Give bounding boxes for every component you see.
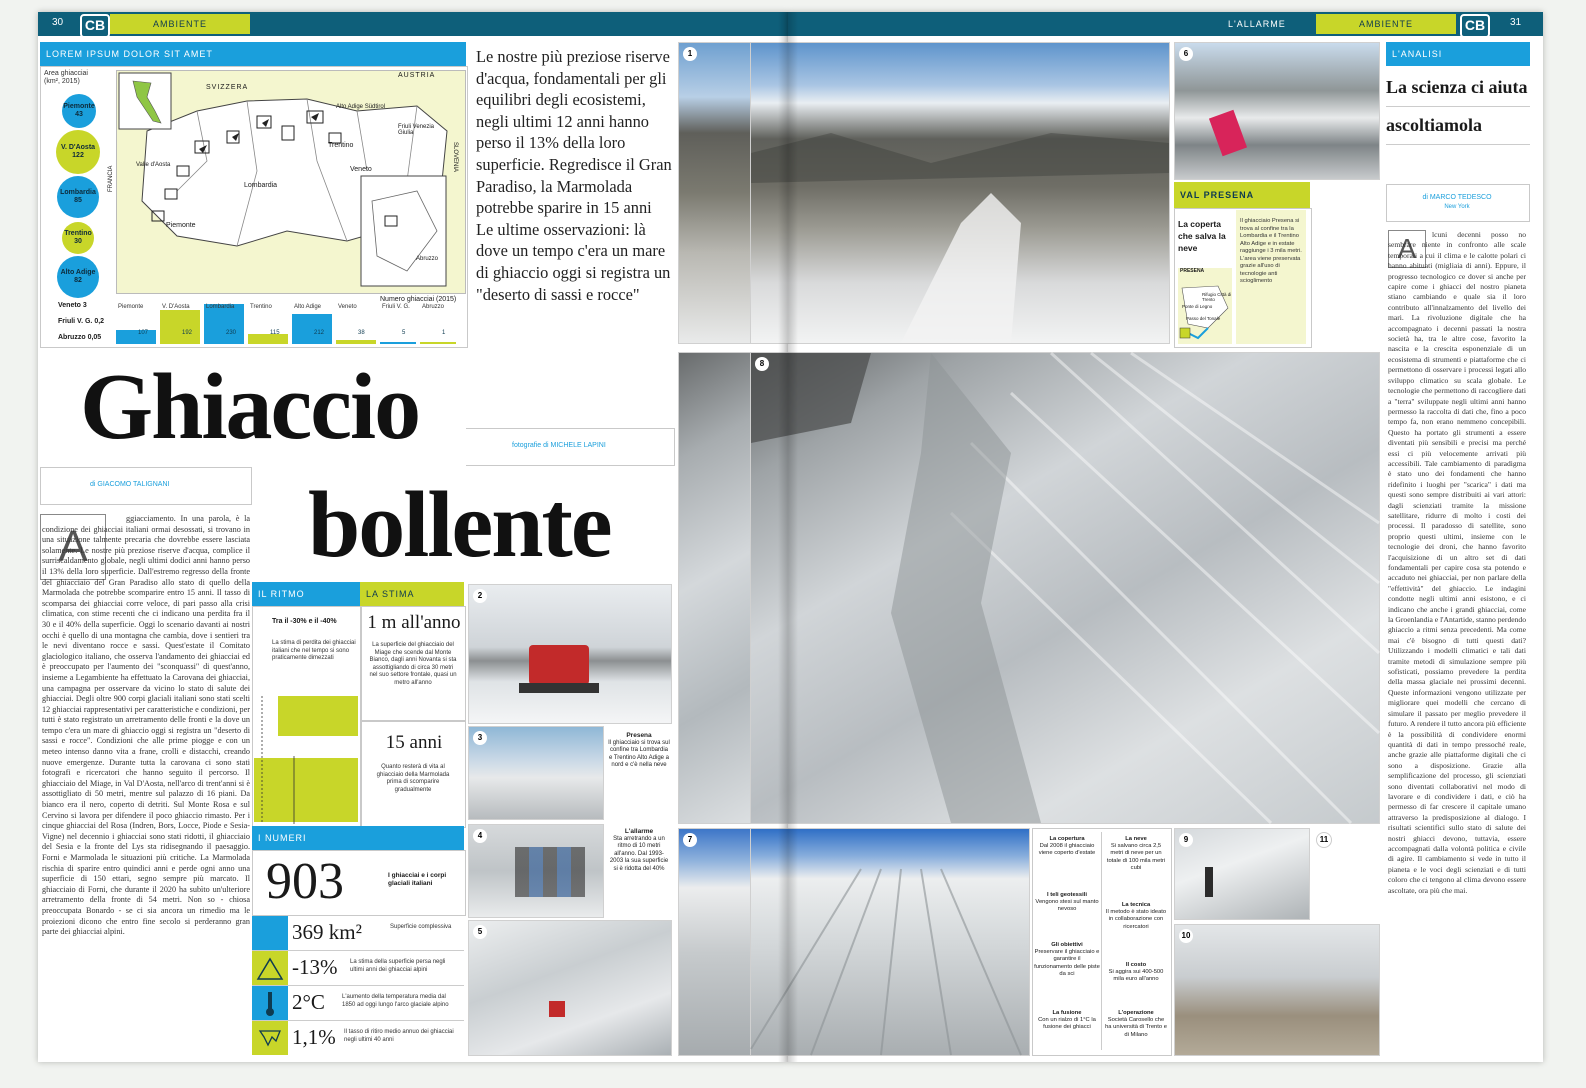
map-label-alto-adige: Alto Adige Südtirol: [336, 104, 386, 110]
val-presena-header: VAL PRESENA: [1174, 182, 1310, 208]
photo-snowcat: [468, 584, 672, 724]
bottom-captions-divider: [1101, 832, 1102, 1050]
photo-workers: [468, 726, 604, 820]
section-tag-left: AMBIENTE: [110, 14, 250, 34]
bar-alto-adige: [292, 314, 332, 344]
bar-friuli: [380, 342, 416, 344]
bcap-8-title: L'operazione: [1118, 1010, 1154, 1016]
photo-valley: [750, 42, 1170, 344]
circle-vda: V. D'Aosta 122: [56, 130, 100, 174]
photo-number-6: 6: [1179, 47, 1193, 61]
numeri-desc: I ghiacciai e i corpi glaciali italiani: [388, 872, 447, 887]
map-label-veneto: Veneto: [350, 166, 372, 173]
map-label-svizzera: SVIZZERA: [206, 84, 249, 91]
bcap-6-text: Si aggira sui 400-500 mila euro all'anno: [1108, 969, 1164, 983]
page-number-left: 30: [52, 17, 64, 28]
ritmo-desc: La stima di perdita dei ghiacciai italiani che nel tempo si sono praticamente dimezzati: [272, 640, 356, 661]
anni-desc: Quanto resterà di vita al ghiacciaio della Marmolada prima di scomparire gradualmente: [376, 764, 450, 793]
map-label-lombardia: Lombardia: [244, 182, 278, 189]
byline-left: di GIACOMO TALIGNANI: [90, 481, 170, 488]
bcap-1-title: La copertura: [1049, 836, 1085, 842]
photo-fence: [1174, 924, 1380, 1056]
bcap-7-title: La fusione: [1052, 1010, 1082, 1016]
analisi-text: lcuni decenni posso no sembrare niente in confronto alle scale temporali a cui il clima e le calotte polari ci hanno abituati (migliaia di anni). Eppure, il progresso tecnologico ce dover si anche per capire come i ghiacci del nostro pianeta stiano cambiando e quale sia il loro contributo all'innalzamento del livello dei mari. La rivoluzione digitale che ha accompagnato i decenni passati la nostra società ha, tra le altre cose, favorito la nascita e la crescita esponenziale di un ecosistema di strumenti e piattaforme che ci permettono di osservare i processi legati allo sviluppo climatico su scala globale. Le tecnologie che permettono di raccogliere dati a "terra" sviluppate negli ultimi anni hanno permesso la raccolta di dati che, fino a poco tempo fa, non erano nemmeno concepibili. Questo ha portato gli strumenti a essere diventati più sensibili e precisi ma perché essi ci più velocemente arrivati più accessibili. Tale cambiamento di paradigma è stato uno dei fondamenti che hanno ridefinito i luoghi per "scarica" i dati ma questi sono sempre distribuiti ai vari attori: dagli scienziati tramite la missione satellitare, ridurre di molto i costi dei processi. Il paradosso di satellite, sono proprio questi ultimi, insieme con le tecnologie dei droni, che hanno favorito l'acquisizione di un altro set di dati fondamentali per capire cosa sta potendo e accaduto nei ghiacciai, per non parlare della "effettività" del ghiaccio. Le indagini condotte negli ultimi anni esistono, e ci indicano che anche i grandi ghiacciai, come la Groenlandia e l'Antartide, stanno perdendo ghiaccio a ritmi senza precedenti. Ma come mai c'è bisogno di tutti questi dati? Utilizzando i modelli climatici e tali dati tramite metodi di simulazione sempre più sofisticati, possiamo prevedere la perdita della massa glaciale nei prossimi decenni. Queste informazioni vengono utilizzate per migliorare quei modelli che cercano di simulare il passato per meglio prevedere il futuro. A rendere il tutto ancora più efficiente è la possibilità di condividere enormi quantità di dati in tempo pressoché reale, anche grazie alle piattaforme digitali che ci sono a disposizione. Grazie alla semplificazione del processo, gli scienziati sono diventati collaborativi nel modo di lavorare e di condividere i dati, e ciò ha permesso di far crescere il capitale umano attraverso la predisposizione al dialogo. I risultati scientifici sullo stato di salute dei nostri ghiacci devono, tuttavia, essere accompagnati dalla volontà politica e civile di agire. Il cambiamento si vede in tutto il pianeta e le voci degli scienziati e di tutti coloro che ci tengono al clima devono essere ascoltate, ora più che mai.: [1388, 230, 1527, 895]
map-label-trentino: Trentino: [328, 142, 354, 149]
photo-number-7: 7: [683, 833, 697, 847]
bcap-4: [1104, 902, 1168, 931]
bcap-1-text: Dal 2008 il ghiacciaio viene coperto d'estate: [1038, 843, 1096, 857]
map-legend-title: Area ghiacciai (km², 2015): [44, 70, 88, 85]
bar-piemonte: [116, 330, 156, 344]
pink-figure: [1209, 110, 1247, 156]
analisi-byline: di MARCO TEDESCO: [1422, 194, 1492, 201]
photo-number-8: 8: [755, 357, 769, 371]
row-1-desc: Superficie complessiva: [390, 924, 452, 930]
mountain-icon: [252, 951, 288, 985]
article-left: ggiacciamento. In una parola, è la condizione dei ghiacciai italiani ormai desossati, si trovano in una situazione talmente precaria che dovrebbe essere lasciata solamente. Le nostre più preziose riserve d'acqua, complice il surriscaldamento globale, negli ultimi dodici anni hanno perso il 13% della loro superficie. Dall'estremo regresso della fronte del ghiacciaio del Gran Paradiso allo stato di quello della Marmolada che potrebbe scomparire entro 15 anni. Il tasso di scomparsa dei ghiacciai corre veloce, di pari passo alla crisi climatica, con stime recenti che ci indicano una perdita fra il 30 e il 40% della superficie. Oggi lo scenario davanti ai nostri occhi è quello di una montagna che cambia, dove i sentieri tra le nevi diventano rocce e sassi. Quest'estate il Comitato glaciologico italiano, che osserva l'andamento dei ghiacciai ed è preoccupato per l'aumento dei "sconquassi" di quest'anno, insieme a Legambiente ha effettuato la Carovana dei ghiacciai, una campagna per osservare da vicino lo stato di salute dei ghiacciai. Degli oltre 900 corpi glaciali italiani sono stati scelti 12 ghiacciai rappresentativi per caratteristiche e condizioni, per tutti è stato registrato un arretramento delle fronti e la dove un tempo c'era un mare di ghiaccio oggi si registra un "deserto di sassi e rocce". Condizioni che alle prime piogge e con un meteo intenso danno vita a frane, crolli e distacchi, creando nuove emergenze. Durante tutta la carovana ci sono stati fotografi e ricercatori che hanno seguito il percorso. Il ghiacciaio del Miage, in Val D'Aosta, nell'arco di trent'anni si è assottigliato di 50 metri, mentre sul palazzo di 16 piani. Da bianco era il nero, coperto di detriti. Sul Monte Rosa e sul Cervino si lavora per difendere il poco ghiaccio rimasto. Per i cinque ghiacciai del Rosa (Indren, Bors, Locce, Piode e Sesia-Vigne) nel decennio i ghiacciai sono stati ridotti, il ghiacciaio del Sesia e la fronte del Lys sta ridisegnando il paesaggio. Forni e Marmolada le situazioni più critiche. La Marmolada rischia di sparire entro quindici anni e perde ogni anno una superficie di 150 ettari, segno sempre più marcato. Il ghiacciaio di Forni, che durante il 2020 ha subìto un'ulteriore arretramento della fronte di 54 metri. Non so - chiosa preoccupata Bonardo - se ci sia ancora un rimedio ma le proiezioni dicono che entro fine secolo si perderanno gran parte dei ghiacciai alpini.: [42, 514, 250, 937]
analisi-rule-2: [1386, 144, 1530, 145]
bar-trentino: [248, 334, 288, 344]
bcap-8-text: Società Carosello che ha università di Trento e di Milano: [1105, 1017, 1167, 1038]
circle-friuli: Friuli V. G. 0,2: [58, 318, 105, 325]
team-silhouettes: [515, 847, 585, 897]
bcap-5: [1034, 942, 1100, 978]
val-presena-map-label-4: Ponte di Legno: [1182, 304, 1213, 309]
circle-piemonte: Piemonte 43: [62, 94, 96, 128]
bar-abruzzo: [420, 342, 456, 344]
photo-number-10: 10: [1179, 929, 1193, 943]
stima-desc: La superficie del ghiacciaio del Miage che scende dal Monte Bianco, dagli anni Novanta si sta assottigliando di circa 30 metri nel suo settore frontale, quasi un metro all'anno: [369, 642, 457, 686]
ritmo-chart: [254, 696, 354, 824]
row-3-value: 2°C: [292, 990, 325, 1014]
bar-caption: Numero ghiacciai (2015): [380, 296, 457, 303]
right-page: [759, 12, 1543, 1062]
val-presena-map-label-3: Passo del Tonale: [1186, 316, 1221, 321]
photo-barrier: [1174, 42, 1380, 180]
circle-alto-adige: Alto Adige 82: [57, 256, 99, 298]
map-label-austria: AUSTRIA: [398, 72, 436, 79]
bcap-3: [1034, 892, 1100, 914]
analisi-byline-box: [1386, 184, 1530, 222]
photo-number-9: 9: [1179, 833, 1193, 847]
bcap-5-title: Gli obiettivi: [1051, 942, 1083, 948]
anni-value: 15 anni: [385, 732, 443, 753]
area-icon: [252, 916, 288, 950]
climber-figure: [1205, 867, 1213, 897]
numeri-header: I NUMERI: [252, 826, 464, 850]
bcap-2-title: La neve: [1125, 836, 1147, 842]
map-label-slovenia: SLOVENIA: [452, 142, 458, 173]
bcap-6-title: Il costo: [1125, 962, 1147, 968]
bcap-8: [1104, 1010, 1168, 1039]
logo: CB: [80, 14, 110, 38]
red-figure: [549, 1001, 565, 1017]
photo-number-1: 1: [683, 47, 697, 61]
headline-line1: Ghiaccio: [80, 355, 420, 459]
headline-line2: bollente: [308, 473, 611, 577]
row-4-value: 1,1%: [292, 1025, 336, 1049]
melting-icon: [252, 1021, 288, 1055]
circle-lombardia: Lombardia 85: [57, 176, 99, 218]
page-gutter: [778, 12, 798, 1062]
snowcat-tracks: [519, 683, 599, 693]
bcap-7-text: Con un rialzo di 1°C la fusione dei ghiacci: [1038, 1017, 1096, 1031]
glacier-texture: [751, 353, 1379, 823]
bcap-6: [1104, 962, 1168, 984]
drop-cap-right: A: [1388, 230, 1426, 268]
photo-number-4: 4: [473, 829, 487, 843]
region-map: [116, 70, 466, 294]
bcap-4-title: La tecnica: [1121, 902, 1151, 908]
bcap-2: [1104, 836, 1168, 872]
row-1-value: 369 km²: [292, 920, 362, 944]
valley-shape: [751, 43, 1169, 343]
circle-trentino: Trentino 30: [62, 222, 94, 254]
val-presena-map-label-1: PRESENA: [1180, 268, 1205, 274]
row-2-desc: La stima della superficie persa negli ultimi anni dei ghiacciai alpini: [350, 959, 446, 973]
photo-number-5: 5: [473, 925, 487, 939]
photo-number-3: 3: [473, 731, 487, 745]
analisi-byline-role: New York: [1444, 204, 1470, 210]
analisi-rule-1: [1386, 106, 1530, 107]
analisi-title: La scienza ci aiuta ascoltiamola: [1386, 77, 1528, 135]
bcap-3-title: I teli geotessili: [1047, 892, 1087, 898]
val-presena-map-label-2: Rifugio Città di Trento: [1202, 292, 1232, 302]
map-label-piemonte: Piemonte: [166, 222, 196, 229]
val-presena-title: La coperta che salva la neve: [1178, 219, 1226, 253]
photo-team: [468, 824, 604, 918]
photo-credit: fotografie di MICHELE LAPINI: [512, 442, 606, 449]
photo-number-2: 2: [473, 589, 487, 603]
photo-climber: [1174, 828, 1310, 920]
section-tag-right: AMBIENTE: [1316, 14, 1456, 34]
stima-header: LA STIMA: [360, 582, 464, 606]
bar-veneto: [336, 340, 376, 344]
bar-lombardia: [204, 304, 244, 344]
left-page: 30 CB AMBIENTE LOREM IPSUM DOLOR SIT AMET Area ghiacciai (km², 2015) Piemonte 43 V. D'Aosta 122 Lombardia 85 Trentino 30 Alto Adige 82 Veneto 3 Friuli V. G. 0,2 Abruzzo 0,05 SVIZZERA AUSTRIA Valle d'Aosta Piemonte Lombardia Trentino Alto Adige Südtirol Veneto Friuli Venezia Giulia Abruzzo FRANCIA SLOVENIA Numero ghiacciai (2015) Piemonte V. D'Aosta Lombardia Trentino Alto Adige Veneto Friuli V. G. Abruzzo 107 192 230 115 212 38 5 1 Le nostre più preziose riserve d'acqua, fondamentali per gli equilibri degli ecosistemi, negli ultimi 12 anni hanno perso il 13% della loro superficie. Regredisce il Gran Paradiso, la Marmolada potrebbe sparire in 15 anni Le ultime osservazioni: là dove un tempo c'era un mare di ghiaccio oggi si registra un "deserto di sassi e rocce" fotografie di MICHELE LAPINI Ghiaccio bollente di GIACOMO TALIGNANI A ggiacciamento. In una parola, è la condizione dei ghiacciai italiani ormai desossati, si trovano in una situazione talmente precaria che dovrebbe essere lasciata solamente. Le nostre più preziose riserve d'acqua, complice il surriscaldamento globale, negli ultimi dodici anni hanno perso il 13% della loro superficie. Dall'estremo regresso della fronte del ghiacciaio del Gran Paradiso allo stato di quello della Marmolada che potrebbe scomparire entro 15 anni. Il tasso di scomparsa dei ghiacciai corre veloce, di pari passo alla crisi climatica, con stime recenti che ci indicano una perdita fra il 30 e il 40% della superficie. Oggi lo scenario davanti ai nostri occhi è quello di una montagna che cambia, dove i sentieri tra le nevi diventano rocce e sassi. Quest'estate il Comitato glaciologico italiano, che osserva l'andamento dei ghiacciai ed è preoccupato per l'aumento dei "sconquassi" di quest'anno, insieme a Legambiente ha effettuato la Carovana dei ghiacciai, una campagna per osservare da vicino lo stato di salute dei ghiacciai. Degli oltre 900 corpi glaciali italiani sono stati scelti 12 ghiacciai rappresentativi per caratteristiche e condizioni, per tutti è stato registrato un arretramento delle fronti e la dove un tempo c'era un mare di ghiaccio oggi si registra un "deserto di sassi e rocce". Condizioni che alle prime piogge e con un meteo intenso danno vita a frane, crolli e distacchi, creando nuove emergenze. Durante tutta la carovana ci sono stati fotografi e ricercatori che hanno seguito il percorso. Il ghiacciaio del Miage, in Val D'Aosta, nell'arco di trent'anni si è assottigliato di 50 metri, mentre sul palazzo di 16 piani. Da bianco era il nero, coperto di detriti. Sul Monte Rosa e sul Cervino si lavora per difendere il poco ghiaccio rimasto. Per i cinque ghiacciai del Rosa (Indren, Bors, Locce, Piode e Sesia-Vigne) nel decennio i ghiacciai sono stati ridotti, il ghiacciaio del Sesia e la fronte del Lys sta ridisegnando il paesaggio. Forni e Marmolada le situazioni più critiche. La Marmolada rischia di sparire entro quindici anni e perde ogni anno una superficie di 150 ettari, segno sempre più marcato. Il ghiacciaio di Forni, che durante il 2020 ha subìto un'ulteriore arretramento della fronte di 54 metri. Non so - chiosa preoccupata Bonardo - se ci sia ancora un rimedio ma le proiezioni dicono che entro fine secolo si perderanno gran parte dei ghiacciai alpini. IL RITMO Tra il -30% e il -40% La stima di perdita dei ghiacciai italiani che nel tempo si sono praticamente dimezzati LA STIMA 1 m all'anno La superficie del ghiacciaio del Miage che scende dal Monte Bianco, dagli anni Novanta si sta assottigliando di circa 30 metri nel suo settore frontale, quasi un metro all'anno 15 anni Quanto resterà di vita al ghiacciaio della Marmolada prima di scomparire gradualmente I NUMERI 903 I ghiacciai e i corpi glaciali italiani 369 km² Superficie complessiva -13% La stima della superficie persa negli ultimi anni dei ghiacciai alpini 2°C L'aumento della temperatura media dal 1850 ad oggi lungo l'arco glaciale alpino 1,1% Il tasso di ritiro medio annuo dei ghiacciai negli ultimi 40 anni 2 3 4 5 Presena Il ghiacciaio si trova sul confine tra Lombardia e Trentino Alto Adige a nord e c'è nella neve L'allarme Sta arretrando a un ritmo di 10 metri all'anno. Dal 1993-2003 la sua superficie si è ridotta del 40% 1 7: [38, 12, 788, 1062]
analisi-header: L'ANALISI: [1386, 42, 1530, 66]
photo-number-11: 11: [1316, 832, 1332, 848]
photo-glacier: [750, 352, 1380, 824]
circle-veneto: Veneto 3: [58, 302, 87, 309]
logo-right: CB: [1460, 14, 1490, 38]
bcap-4-text: Il metodo è stato ideato in collaborazione con ricercatori: [1105, 909, 1167, 930]
bcap-5-text: Preservare il ghiacciaio e garantire il funzionamento delle piste da sci: [1034, 949, 1100, 977]
val-presena-text: Il ghiacciaio Presena si trova al confine tra la Lombardia e il Trentino Alto Adige e in estate raggiunge i 3 mila metri. L'area viene preservata grazie all'uso di tecnologie anti scioglimento: [1240, 218, 1302, 284]
caption-allarme-text: Sta arretrando a un ritmo di 10 metri all'anno. Dal 1993-2003 la sua superficie si è ridotta del 40%: [609, 835, 669, 872]
ritmo-header: IL RITMO: [252, 582, 360, 606]
circle-abruzzo: Abruzzo 0,05: [58, 334, 102, 341]
map-label-abruzzo: Abruzzo: [416, 256, 439, 262]
row-4-desc: Il tasso di ritiro medio annuo dei ghiacciai negli ultimi 40 anni: [344, 1029, 454, 1043]
stima-value: 1 m all'anno: [367, 612, 461, 633]
photo-sheets: [468, 920, 672, 1056]
map-label-francia: FRANCIA: [108, 165, 114, 192]
numeri-value: 903: [266, 853, 344, 910]
caption-allarme: [608, 828, 670, 873]
row-3-desc: L'aumento della temperatura media dal 1850 ad oggi lungo l'arco glaciale alpino: [342, 994, 449, 1008]
row-2-value: -13%: [292, 955, 338, 979]
map-box-header: LOREM IPSUM DOLOR SIT AMET: [40, 42, 466, 66]
map-label-friuli: Friuli Venezia Giulia: [398, 124, 435, 136]
map-label-vda: Valle d'Aosta: [136, 162, 171, 168]
caption-allarme-title: L'allarme: [624, 828, 654, 835]
caption-presena-title: Presena: [626, 732, 652, 739]
caption-presena: [608, 732, 670, 770]
thermometer-icon: [252, 986, 288, 1020]
snowcat-shape: [529, 645, 589, 685]
intro-text: Le nostre più preziose riserve d'acqua, fondamentali per gli equilibri degli ecosistemi, negli ultimi 12 anni hanno perso il 13% della loro superficie. Regredisce il Gran Paradiso, la Marmolada potrebbe sparire in 15 anni Le ultime osservazioni: là dove un tempo c'era un mare di ghiaccio oggi si registra un "deserto di sassi e rocce": [476, 47, 672, 304]
bcap-2-text: Si salvano circa 2,5 metri di neve per un totale di 100 mila metri cubi: [1106, 843, 1166, 871]
page-number-right: 31: [1510, 17, 1522, 28]
drop-cap-left: A: [40, 514, 106, 580]
caption-presena-text: Il ghiacciaio si trova sul confine tra Lombardia e Trentino Alto Adige a nord e c'è nella neve: [608, 739, 670, 768]
bcap-3-text: Vengono stesi sul manto nevoso: [1035, 899, 1099, 913]
section-allarme: L'ALLARME: [1228, 19, 1286, 29]
bar-vda: [160, 310, 200, 344]
ritmo-title: Tra il -30% e il -40%: [272, 618, 337, 625]
map-outline: [117, 71, 465, 293]
bcap-7: [1034, 1010, 1100, 1032]
bcap-1: [1034, 836, 1100, 858]
